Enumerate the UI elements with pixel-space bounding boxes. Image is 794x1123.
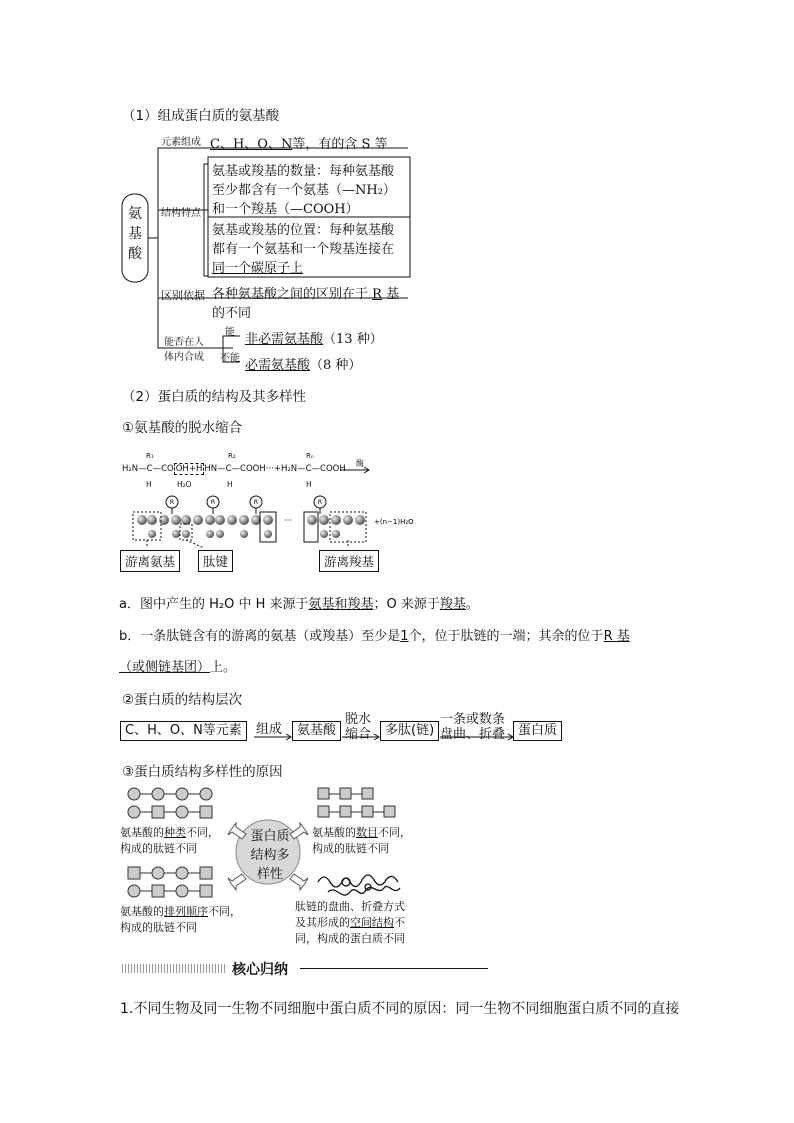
basis-line-1 bbox=[212, 285, 399, 304]
tl-line-1 bbox=[120, 825, 219, 841]
peptide-bond-label: 肽键 bbox=[198, 550, 233, 572]
structure-box-2 bbox=[212, 221, 394, 278]
tl-b: 不同， bbox=[186, 826, 219, 839]
water-label: H₂O bbox=[177, 480, 192, 489]
elements-label: 元素组成 bbox=[161, 137, 201, 148]
reaction-h: H bbox=[195, 464, 203, 474]
structure-box-2-line: 同一个碳原子上 bbox=[212, 261, 304, 276]
note-b-u2: R 基 bbox=[603, 629, 630, 644]
elements-value bbox=[210, 133, 388, 152]
summary-header bbox=[122, 962, 488, 976]
nonessential-count: （13 种） bbox=[323, 332, 383, 347]
flow-box-amino-acid: 氨基酸 bbox=[292, 721, 341, 741]
diversity-spatial-text bbox=[295, 899, 405, 947]
note-b-text-3: 上。 bbox=[210, 660, 237, 675]
flow-label-fold-bottom: 盘曲、折叠 bbox=[440, 727, 506, 742]
structure-box-1-line: 至少都含有一个氨基（—NH₂） bbox=[212, 183, 396, 198]
subsection-1-title: ①氨基酸的脱水缩合 bbox=[122, 420, 243, 436]
chain-atoms bbox=[137, 515, 365, 538]
basis-text-2: 基 bbox=[386, 287, 400, 302]
chain-order-icon bbox=[128, 867, 212, 897]
structure-box-2-line: 都有一个氨基和一个羧基连接在 bbox=[212, 242, 395, 257]
flow-box-polypeptide: 多肽(链) bbox=[380, 721, 439, 741]
svg-text:R: R bbox=[253, 499, 259, 506]
note-b-line-2 bbox=[119, 656, 236, 675]
note-a bbox=[119, 593, 479, 612]
h-below-2: H bbox=[227, 480, 233, 489]
basis-text bbox=[212, 285, 399, 323]
note-a-text-2: ；O 来源于 bbox=[373, 597, 440, 612]
note-a-u2: 羧基 bbox=[439, 597, 466, 612]
note-b-text-1: b．一条肽链含有的游离的氨基（或羧基）至少是 bbox=[119, 629, 401, 644]
subsection-3-title: ③蛋白质结构多样性的原因 bbox=[122, 764, 283, 780]
flow-arrows bbox=[120, 728, 520, 742]
removed-water-box: OH+H bbox=[175, 464, 203, 474]
reaction-line bbox=[122, 464, 346, 474]
basis-text-3: 的不同 bbox=[212, 306, 252, 321]
reaction-part-1: H₂N—C—CO bbox=[122, 464, 174, 474]
diversity-order-text bbox=[120, 904, 241, 936]
br-line-2 bbox=[295, 915, 405, 931]
bl-line-1 bbox=[120, 904, 241, 920]
bl-line-2: 构成的肽链不同 bbox=[120, 921, 197, 934]
tr-b: 不同， bbox=[378, 826, 411, 839]
svg-text:···: ··· bbox=[284, 516, 292, 525]
structure-box-1-line: 和一个羧基（—COOH） bbox=[212, 202, 359, 217]
enzyme-label: 酶 bbox=[356, 459, 364, 468]
tree-root bbox=[127, 204, 143, 264]
structure-box-1 bbox=[212, 162, 396, 219]
nonessential-name: 非必需氨基酸 bbox=[245, 332, 324, 347]
structure-box-1-line: 氨基或羧基的数量：每种氨基酸 bbox=[212, 164, 395, 179]
diversity-type-text bbox=[120, 825, 219, 857]
note-b-u3: （或侧链基团） bbox=[119, 660, 211, 675]
center-line: 蛋白质 bbox=[250, 829, 290, 844]
synth-label bbox=[164, 335, 204, 365]
essential bbox=[245, 354, 361, 373]
summary-hatch bbox=[122, 964, 226, 973]
elements-prefix: C、H、O、N bbox=[210, 137, 293, 152]
note-a-text-1: a．图中产生的 H₂O 中 H 来源于 bbox=[119, 597, 309, 612]
chain-variety-icon bbox=[128, 788, 212, 818]
tr-u: 数目 bbox=[356, 826, 378, 839]
tr-line-1 bbox=[312, 825, 411, 841]
bl-b: 不同， bbox=[208, 905, 241, 918]
note-b-u1: 1 bbox=[400, 629, 409, 644]
bl-a: 氨基酸的 bbox=[120, 905, 164, 918]
center-line: 结构多 bbox=[250, 848, 290, 863]
svg-text:R: R bbox=[317, 499, 323, 506]
br-line-1: 肽链的盘曲、折叠方式 bbox=[295, 900, 405, 913]
svg-text:R: R bbox=[169, 499, 175, 506]
free-amino-label: 游离氨基 bbox=[120, 550, 180, 572]
tree-root-label: 氨 基 酸 bbox=[128, 206, 142, 262]
h-below-1: H bbox=[146, 480, 152, 489]
nonessential bbox=[245, 328, 383, 347]
bl-u: 排列顺序 bbox=[164, 905, 208, 918]
essential-count: （8 种） bbox=[310, 358, 362, 373]
r1-label: R₁ bbox=[146, 452, 154, 460]
structure-box-2-line: 氨基或羧基的位置：每种氨基酸 bbox=[212, 223, 395, 238]
free-amino-box bbox=[133, 512, 161, 540]
flow-box-protein: 蛋白质 bbox=[513, 721, 562, 741]
flow-label-condense-bottom: 缩合 bbox=[345, 727, 372, 742]
reaction-arrow bbox=[340, 466, 372, 474]
summary-text: 1.不同生物及同一生物不同细胞中蛋白质不同的原因：同一生物不同细胞蛋白质不同的直接 bbox=[120, 1001, 680, 1017]
note-b-line-1 bbox=[119, 625, 630, 644]
flow-label-compose: 组成 bbox=[256, 722, 283, 737]
rn-label: Rₙ bbox=[306, 452, 314, 460]
flow-label-condense-top: 脱水 bbox=[345, 712, 372, 727]
chain-number-icon bbox=[318, 788, 395, 817]
summary-title: 核心归纳 bbox=[232, 962, 288, 978]
basis-r: R bbox=[372, 287, 382, 302]
can-label: 能 bbox=[225, 327, 235, 338]
br-line-3: 同，构成的蛋白质不同 bbox=[295, 932, 405, 945]
tl-a: 氨基酸的 bbox=[120, 826, 164, 839]
diversity-number-text bbox=[312, 825, 411, 857]
synth-label-2: 体内合成 bbox=[164, 352, 204, 363]
flow-box-elements: C、H、O、N等元素 bbox=[120, 721, 247, 741]
reaction-part-2: HN—C—COOH···+H₂N—C—COOH bbox=[204, 464, 346, 474]
summary-rule bbox=[300, 968, 488, 969]
note-a-u1: 氨基和羧基 bbox=[308, 597, 374, 612]
reaction-oh: OH bbox=[175, 464, 189, 474]
synth-label-1: 能否在人 bbox=[164, 337, 204, 348]
flow-label-fold-top: 一条或数条 bbox=[440, 712, 506, 727]
h-below-3: H bbox=[306, 480, 312, 489]
basis-label: 区别依据 bbox=[161, 289, 205, 302]
br-u: 空间结构 bbox=[350, 916, 394, 929]
section-2-title: （2）蛋白质的结构及其多样性 bbox=[122, 389, 307, 405]
cannot-label: 不能 bbox=[220, 353, 240, 364]
br-a: 及其形成的 bbox=[295, 916, 350, 929]
essential-name: 必需氨基酸 bbox=[245, 358, 311, 373]
br-b: 不 bbox=[394, 916, 405, 929]
free-carboxyl-label: 游离羧基 bbox=[319, 550, 379, 572]
note-a-text-3: 。 bbox=[465, 597, 479, 612]
section-1-title: （1）组成蛋白质的氨基酸 bbox=[122, 108, 280, 124]
tl-line-2: 构成的肽链不同 bbox=[120, 842, 197, 855]
tr-a: 氨基酸的 bbox=[312, 826, 356, 839]
structure-label: 结构特点 bbox=[161, 208, 201, 219]
diversity-center-text bbox=[246, 827, 294, 884]
tr-line-2: 构成的肽链不同 bbox=[312, 842, 389, 855]
svg-text:+(n−1)H₂O: +(n−1)H₂O bbox=[374, 518, 414, 526]
note-b-text-2: 个，位于肽链的一端；其余的位于 bbox=[408, 629, 604, 644]
subsection-2-title: ②蛋白质的结构层次 bbox=[122, 692, 243, 708]
r2-label: R₂ bbox=[228, 452, 236, 460]
elements-suffix: 等，有的含 S 等 bbox=[292, 137, 388, 152]
center-line: 样性 bbox=[256, 867, 283, 882]
svg-text:R: R bbox=[210, 499, 216, 506]
tl-u: 种类 bbox=[164, 826, 186, 839]
basis-text-1: 各种氨基酸之间的区别在于 bbox=[212, 287, 369, 302]
folded-chain-icon bbox=[318, 875, 400, 895]
r-groups bbox=[166, 496, 326, 514]
